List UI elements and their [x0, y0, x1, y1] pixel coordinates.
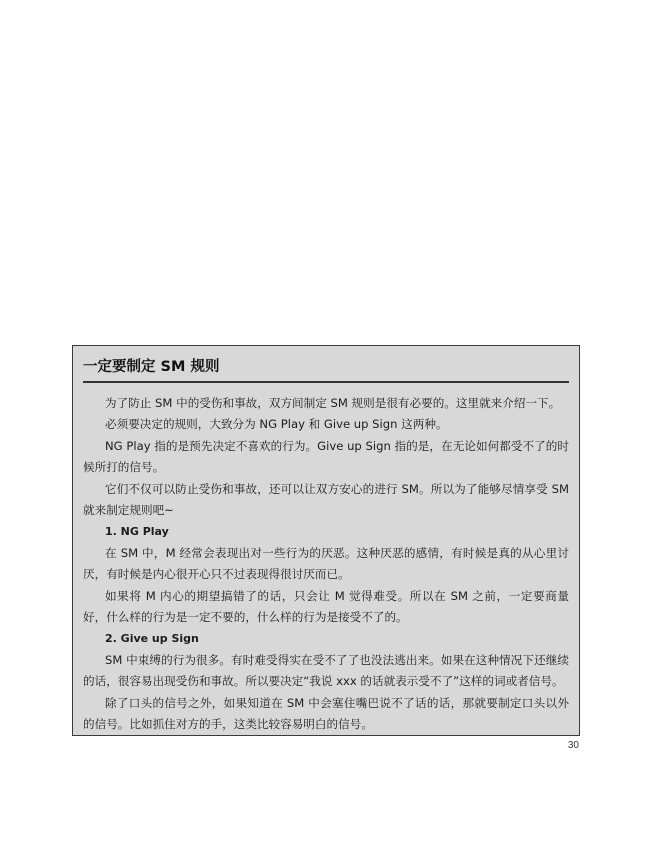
section-title: 一定要制定 SM 规则 [83, 346, 569, 383]
paragraph-give-up-1: SM 中束缚的行为很多。有时难受得实在受不了了也没法逃出来。如果在这种情况下还继续的话，很容易出现受伤和事故。所以要决定“我说 xxx 的话就表示受不了”这样的词或者信号。 [83, 652, 569, 689]
page-number: 30 [567, 740, 579, 751]
subheading-give-up-sign: 2. Give up Sign [105, 632, 199, 646]
paragraph-purpose: 它们不仅可以防止受伤和事故，还可以让双方安心的进行 SM。所以为了能够尽情享受 SM 就来制定规则吧~ [83, 481, 569, 518]
paragraph-ng-play-1: 在 SM 中，M 经常会表现出对一些行为的厌恶。这种厌恶的感情，有时候是真的从心里讨厌，有时候是内心很开心只不过表现得很讨厌而已。 [83, 545, 569, 582]
rules-box [72, 345, 580, 736]
paragraph-give-up-2: 除了口头的信号之外，如果知道在 SM 中会塞住嘴巴说不了话的话，那就要制定口头以外的信号。比如抓住对方的手，这类比较容易明白的信号。 [83, 695, 569, 732]
paragraph-types: 必须要决定的规则，大致分为 NG Play 和 Give up Sign 这两种。 [105, 417, 448, 432]
paragraph-definition: NG Play 指的是预先决定不喜欢的行为。Give up Sign 指的是，在无论如何都受不了的时候所打的信号。 [83, 438, 569, 475]
paragraph-intro: 为了防止 SM 中的受伤和事故，双方间制定 SM 规则是很有必要的。这里就来介绍一下。 [105, 396, 561, 410]
subheading-ng-play: 1. NG Play [105, 525, 169, 539]
section-content [83, 383, 569, 736]
paragraph-ng-play-2: 如果将 M 内心的期望搞错了的话，只会让 M 觉得难受。所以在 SM 之前，一定要商量好，什么样的行为是一定不要的，什么样的行为是接受不了的。 [83, 588, 569, 625]
